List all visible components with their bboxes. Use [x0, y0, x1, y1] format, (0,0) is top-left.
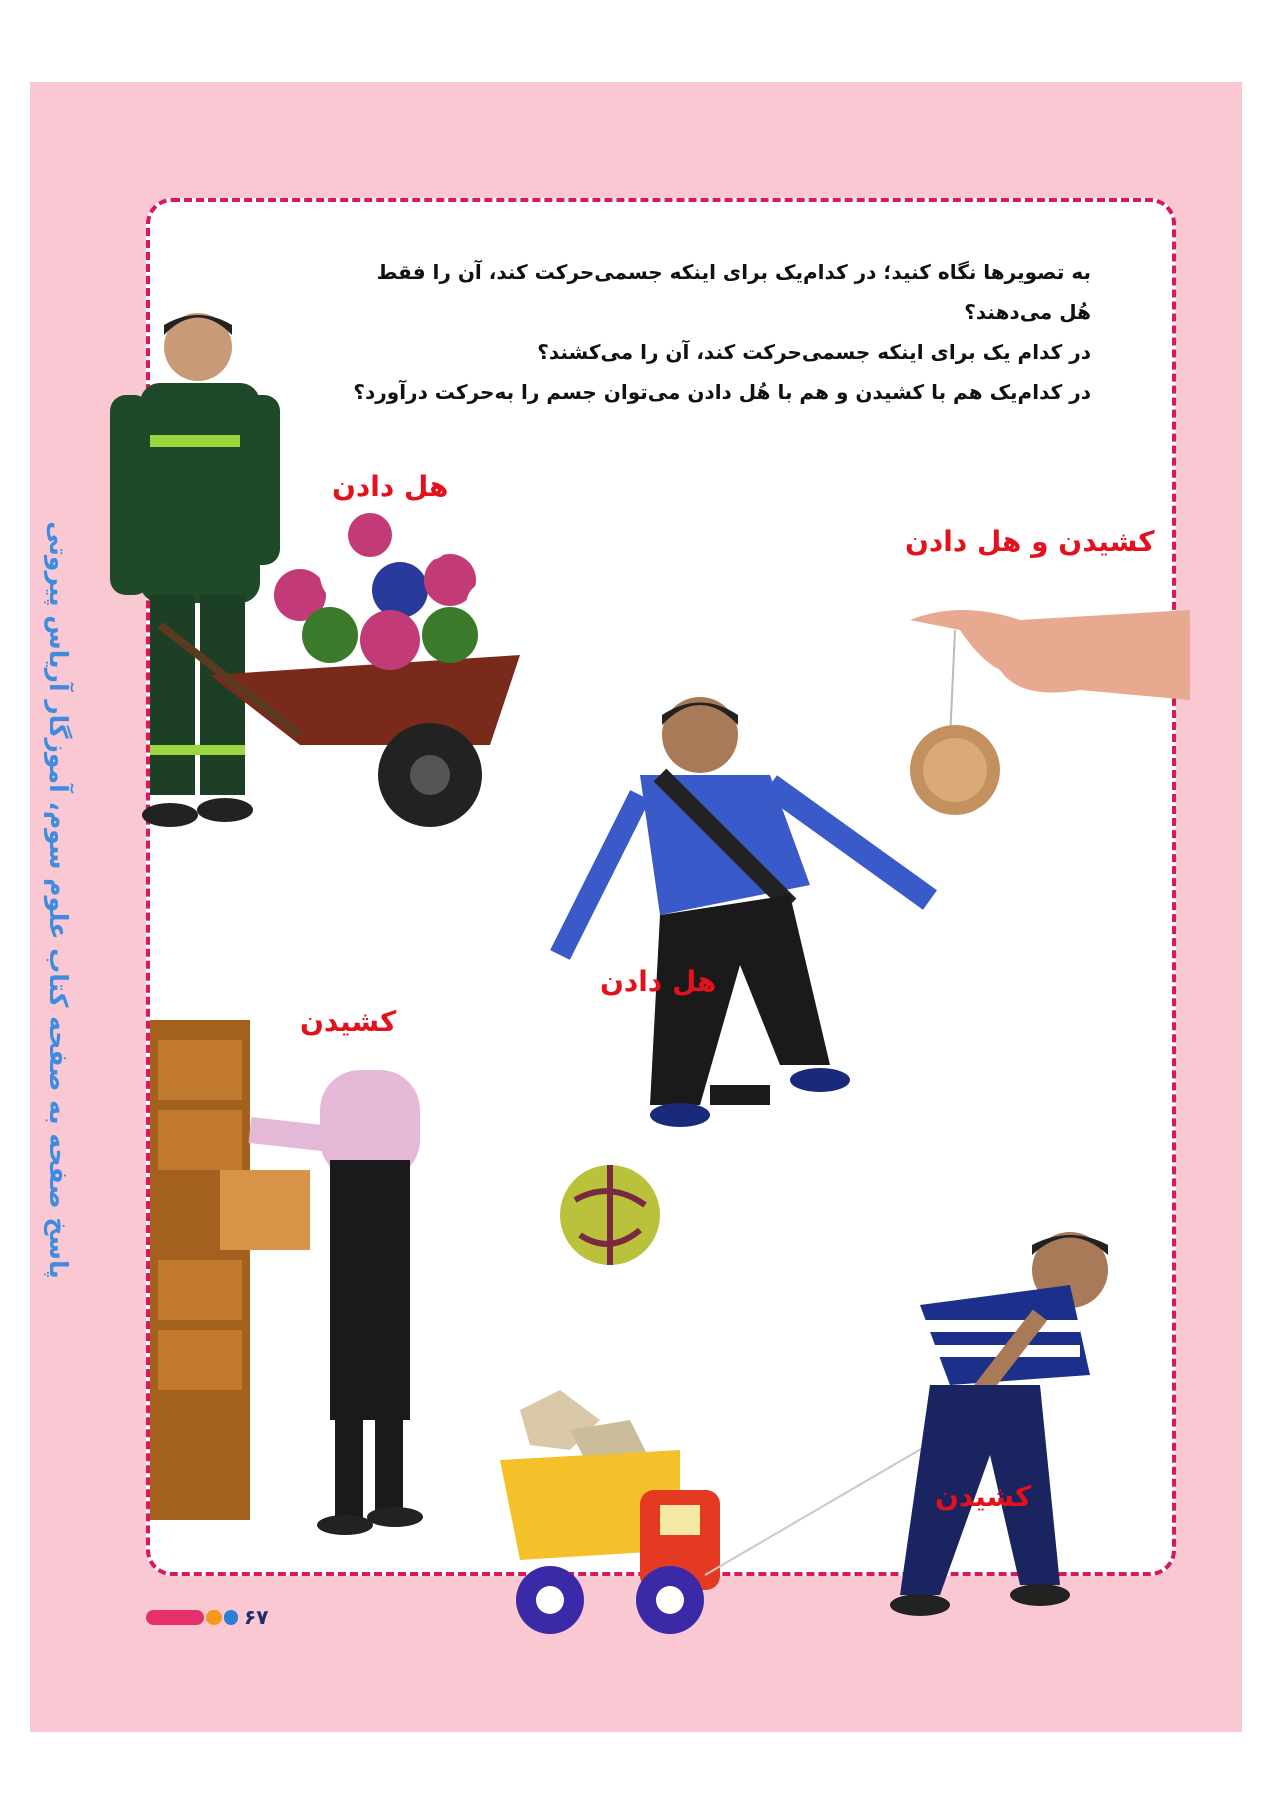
question-line-3: در کدام یک برای اینکه جسمی‌حرکت کند، آن را می‌کشند؟: [537, 340, 1091, 364]
side-note: پاسخ صفحه به صفحه کتاب علوم سوم، آموزگار آریاس پیروتی: [44, 521, 73, 1279]
question-line-4: در کدام‌یک هم با کشیدن و هم با هُل دادن می‌توان جسم را به‌حرکت درآورد؟: [353, 380, 1091, 404]
answer-drawer: کشیدن: [300, 1005, 397, 1038]
question-line-1: به تصویرها نگاه کنید؛ در کدام‌یک برای اینکه جسمی‌حرکت کند، آن را فقط: [376, 260, 1091, 284]
page-number: [146, 1605, 269, 1629]
answer-ball: هل دادن: [600, 965, 717, 998]
answer-yoyo: کشیدن و هل دادن: [905, 525, 1155, 558]
man-wheelbarrow-photo: [100, 305, 560, 865]
ball-photo: [555, 1160, 665, 1270]
answer-wheelbarrow: هل دادن: [332, 470, 449, 503]
page-bar-blue: [224, 1610, 238, 1625]
question-line-2: هُل می‌دهند؟: [964, 300, 1091, 324]
page-bar-pink: [146, 1610, 204, 1625]
answer-truck: کشیدن: [935, 1480, 1032, 1513]
boy-pulling-photo: [840, 1225, 1170, 1645]
page-bar-orange: [206, 1610, 222, 1625]
girl-drawer-photo: [150, 1020, 490, 1540]
page-number-text: ۶۷: [244, 1605, 269, 1629]
